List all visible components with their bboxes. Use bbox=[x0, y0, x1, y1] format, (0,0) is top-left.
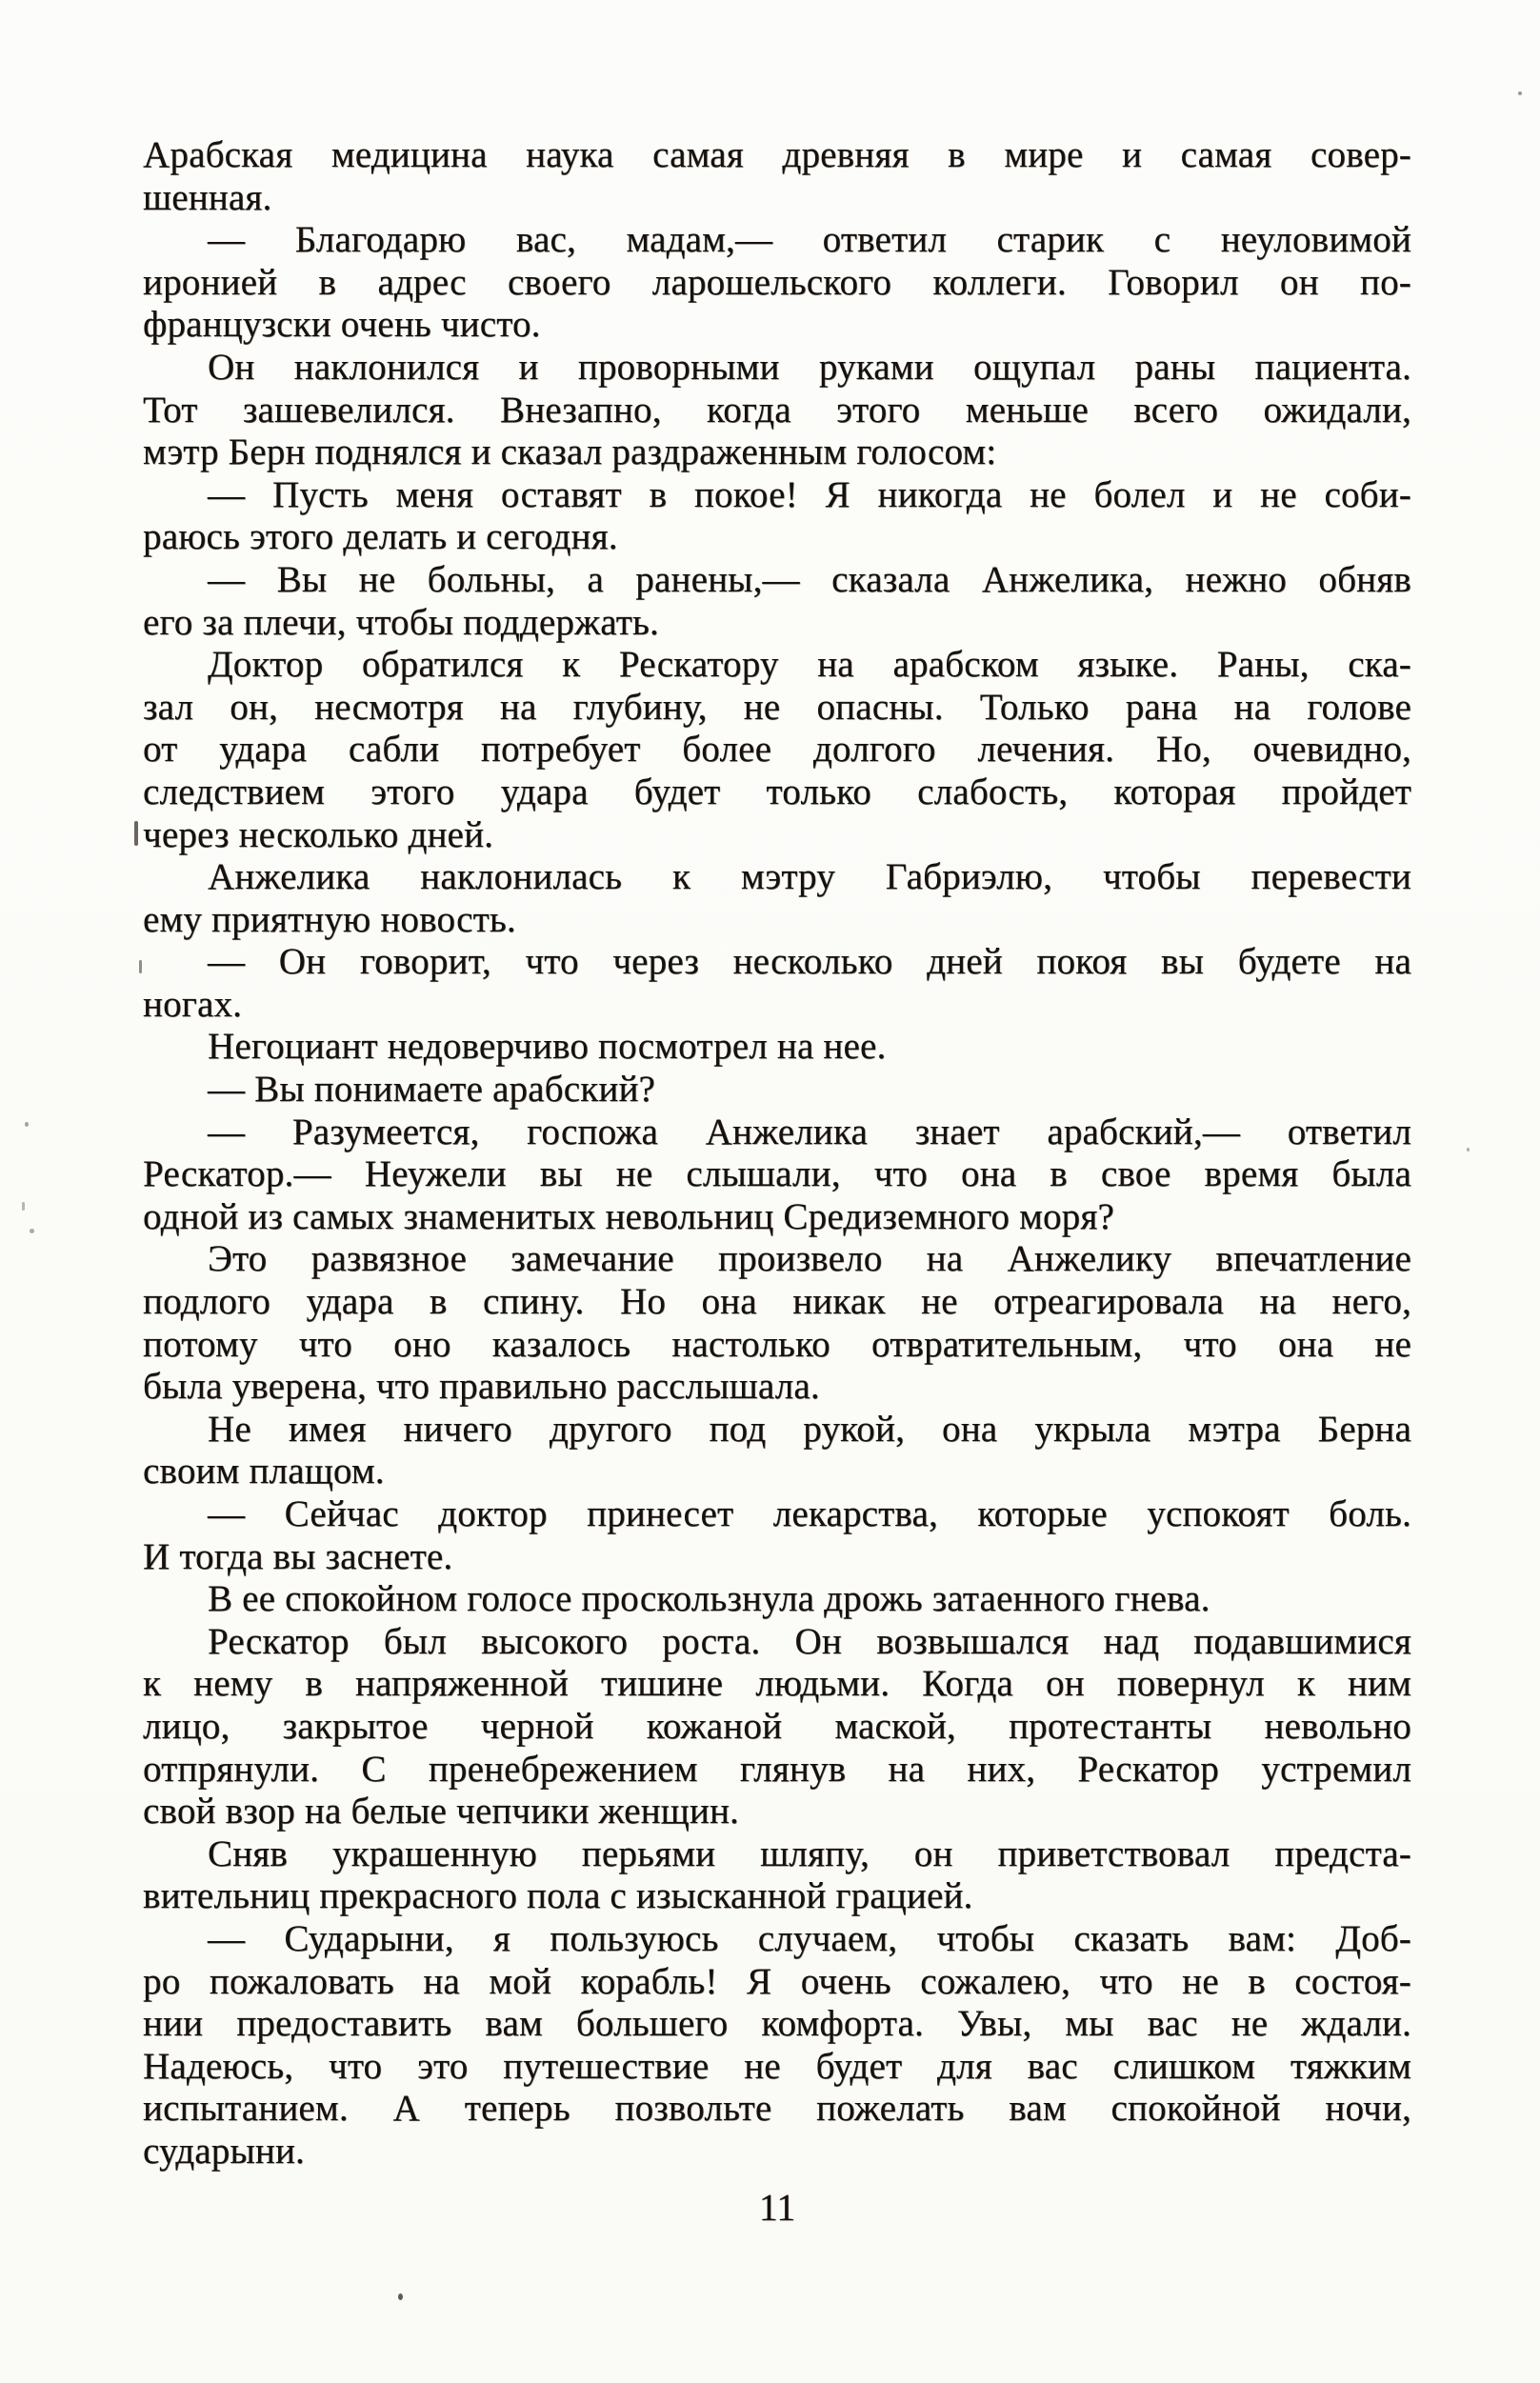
text-line: потому что оно казалось настолько отвратительным, что она не bbox=[143, 1323, 1411, 1365]
text-line: мэтр Берн поднялся и сказал раздраженным голосом: bbox=[143, 431, 997, 473]
text-line: раюсь этого делать и сегодня. bbox=[143, 516, 618, 558]
text-line: ногах. bbox=[143, 983, 243, 1025]
text-line: вительниц прекрасного пола с изысканной грацией. bbox=[143, 1875, 973, 1917]
text-line: ро пожаловать на мой корабль! Я очень сожалею, что не в состоя- bbox=[143, 1960, 1411, 2002]
text-line: В ее спокойном голосе проскользнула дрожь затаенного гнева. bbox=[208, 1578, 1210, 1620]
scan-artifact bbox=[139, 960, 142, 973]
text-line: сударыни. bbox=[143, 2130, 305, 2172]
text-line: Сняв украшенную перьями шляпу, он приветствовал предста- bbox=[208, 1832, 1411, 1874]
text-line: зал он, несмотря на глубину, не опасны. Только рана на голове bbox=[143, 686, 1411, 728]
text-line: испытанием. А теперь позвольте пожелать вам спокойной ночи, bbox=[143, 2088, 1411, 2130]
text-line: Это развязное замечание произвело на Анжелику впечатление bbox=[208, 1238, 1411, 1280]
text-line: Рескатор был высокого роста. Он возвышался над подавшимися bbox=[208, 1620, 1411, 1662]
text-line: от удара сабли потребует более долгого лечения. Но, очевидно, bbox=[143, 729, 1411, 771]
text-line: Рескатор.— Неужели вы не слышали, что она в свое время была bbox=[143, 1153, 1411, 1195]
scan-artifact bbox=[1518, 91, 1522, 95]
text-line: свой взор на белые чепчики женщин. bbox=[143, 1791, 740, 1832]
scan-artifact bbox=[134, 821, 138, 846]
text-line: подлого удара в спину. Но она никак не отреагировала на него, bbox=[143, 1281, 1411, 1323]
page-number: 11 bbox=[758, 2186, 796, 2229]
text-line: к нему в напряженной тишине людьми. Когда он повернул к ним bbox=[143, 1663, 1411, 1705]
text-line: — Благодарю вас, мадам,— ответил старик с неуловимой bbox=[208, 219, 1411, 261]
text-line: Тот зашевелился. Внезапно, когда этого меньше всего ожидали, bbox=[143, 389, 1411, 431]
text-line: лицо, закрытое черной кожаной маской, протестанты невольно bbox=[143, 1705, 1411, 1747]
text-line: через несколько дней. bbox=[143, 813, 494, 855]
text-line: Надеюсь, что это путешествие не будет для вас слишком тяжким bbox=[143, 2045, 1411, 2087]
text-line: И тогда вы заснете. bbox=[143, 1535, 453, 1577]
text-line: отпрянули. С пренебрежением глянув на них, Рескатор устремил bbox=[143, 1748, 1411, 1790]
scan-artifact bbox=[30, 1229, 34, 1233]
text-line: своим плащом. bbox=[143, 1451, 385, 1492]
text-line: — Он говорит, что через несколько дней покоя вы будете на bbox=[208, 941, 1411, 983]
text-line: иронией в адрес своего ларошельского коллеги. Говорил он по- bbox=[143, 261, 1411, 303]
text-line: — Вы не больны, а ранены,— сказала Анжелика, нежно обняв bbox=[208, 558, 1411, 600]
text-line: Арабская медицина наука самая древняя в мире и самая совер- bbox=[143, 134, 1411, 175]
text-block bbox=[143, 134, 1411, 2173]
text-line: — Сейчас доктор принесет лекарства, которые успокоят боль. bbox=[208, 1493, 1411, 1534]
scan-artifact bbox=[398, 2293, 403, 2300]
scan-artifact bbox=[22, 1202, 25, 1211]
text-line: одной из самых знаменитых невольниц Средиземного моря? bbox=[143, 1195, 1115, 1237]
text-line: его за плечи, чтобы поддержать. bbox=[143, 601, 659, 643]
scan-artifact bbox=[1467, 1148, 1470, 1151]
text-line: — Сударыни, я пользуюсь случаем, чтобы сказать вам: Доб- bbox=[208, 1917, 1411, 1959]
text-line: французски очень чисто. bbox=[143, 304, 541, 346]
text-line: Доктор обратился к Рескатору на арабском языке. Раны, ска- bbox=[208, 644, 1411, 686]
text-line: — Разумеется, госпожа Анжелика знает арабский,— ответил bbox=[208, 1111, 1411, 1152]
text-line: ему приятную новость. bbox=[143, 898, 516, 940]
scan-artifact bbox=[25, 1122, 29, 1127]
text-line: шенная. bbox=[143, 176, 272, 218]
text-line: нии предоставить вам большего комфорта. Увы, мы вас не ждали. bbox=[143, 2003, 1411, 2045]
text-line: Он наклонился и проворными руками ощупал раны пациента. bbox=[208, 346, 1411, 388]
text-line: — Пусть меня оставят в покое! Я никогда не болел и не соби- bbox=[208, 473, 1411, 515]
text-line: следствием этого удара будет только слабость, которая пройдет bbox=[143, 771, 1411, 812]
text-line: Анжелика наклонилась к мэтру Габриэлю, чтобы перевести bbox=[208, 856, 1411, 898]
text-line: — Вы понимаете арабский? bbox=[208, 1069, 656, 1111]
text-line: Негоциант недоверчиво посмотрел на нее. bbox=[208, 1026, 887, 1068]
text-line: Не имея ничего другого под рукой, она укрыла мэтра Берна bbox=[208, 1408, 1411, 1450]
text-line: была уверена, что правильно расслышала. bbox=[143, 1366, 820, 1408]
